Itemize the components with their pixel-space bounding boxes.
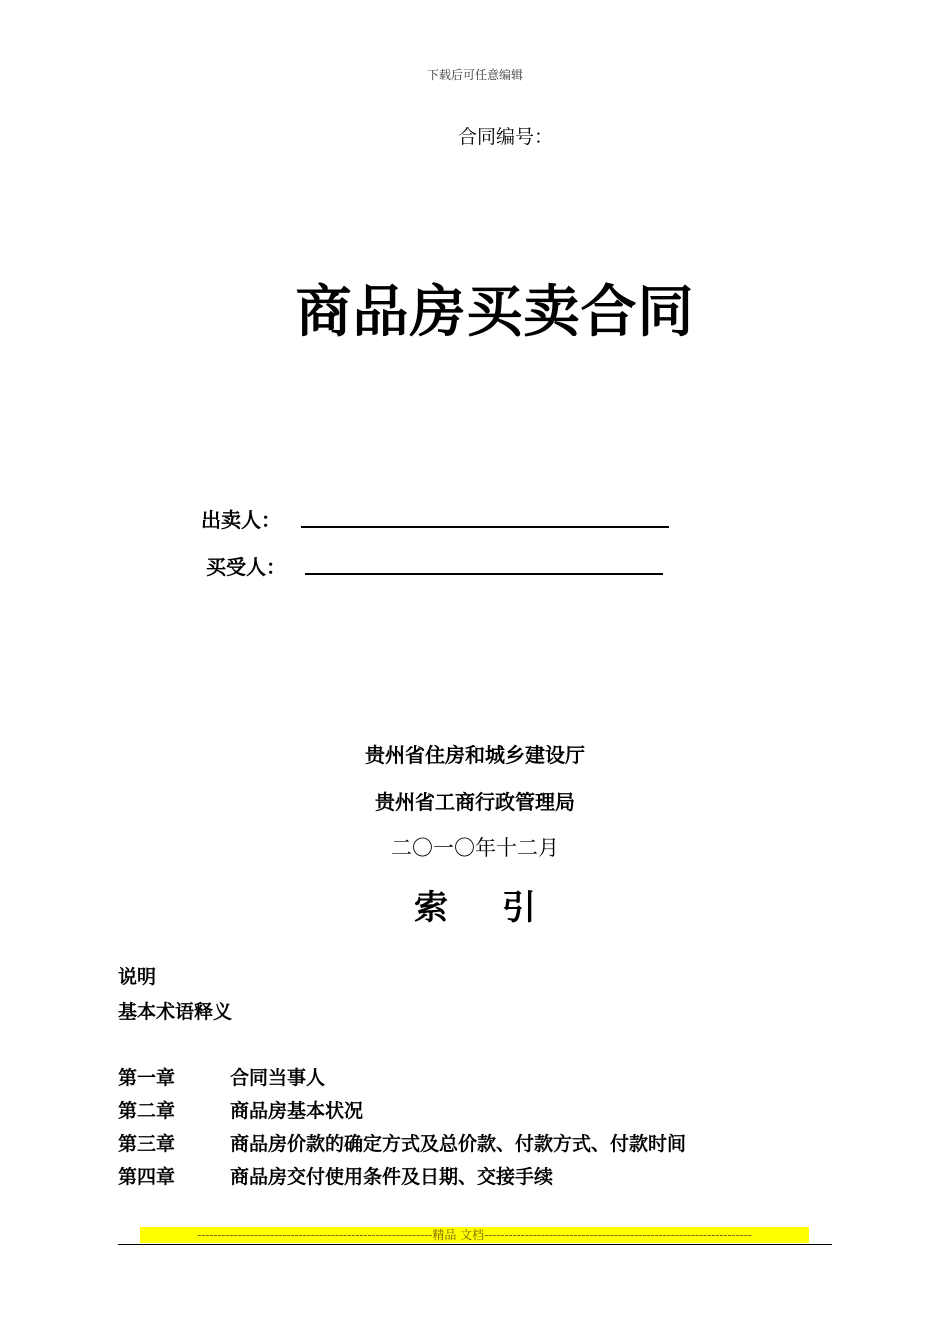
seller-label: 出卖人： bbox=[201, 508, 281, 532]
chapter-title: 商品房基本状况 bbox=[230, 1100, 364, 1122]
footer-dashes-left: ---------------------------------------------------------- bbox=[197, 1228, 433, 1242]
toc-chapter-row bbox=[118, 1063, 325, 1090]
header-note: 下载后可任意编辑 bbox=[426, 68, 523, 82]
buyer-label: 买受人： bbox=[206, 555, 286, 579]
chapter-title: 合同当事人 bbox=[230, 1067, 326, 1089]
contract-number-label: 合同编号： bbox=[458, 126, 554, 148]
chapter-number: 第四章 bbox=[118, 1166, 176, 1188]
chapter-title: 商品房价款的确定方式及总价款、付款方式、付款时间 bbox=[230, 1133, 687, 1155]
toc-chapter-row bbox=[118, 1162, 553, 1189]
toc-chapter-row bbox=[118, 1096, 363, 1123]
footer-divider bbox=[118, 1244, 832, 1245]
issuer-commerce-bureau: 贵州省工商行政管理局 bbox=[375, 790, 575, 814]
index-heading-part2: 引 bbox=[502, 888, 536, 928]
buyer-blank-line bbox=[305, 573, 663, 575]
toc-chapter-row bbox=[118, 1129, 686, 1156]
chapter-number: 第一章 bbox=[118, 1067, 176, 1089]
footer-watermark-bar bbox=[140, 1227, 809, 1243]
index-heading-part1: 索 bbox=[414, 888, 448, 928]
document-title: 商品房买卖合同 bbox=[295, 279, 695, 345]
toc-intro-item: 基本术语释义 bbox=[118, 1001, 233, 1023]
seller-row bbox=[201, 504, 281, 533]
footer-dashes-right: ------------------------------------------------------------------ bbox=[484, 1228, 752, 1242]
footer-watermark-text: 精品 文档 bbox=[432, 1228, 485, 1242]
issuer-housing-department: 贵州省住房和城乡建设厅 bbox=[365, 743, 585, 767]
index-heading bbox=[0, 880, 950, 929]
seller-blank-line bbox=[301, 526, 669, 528]
issue-date: 二〇一〇年十二月 bbox=[391, 836, 559, 860]
toc-intro-item: 说明 bbox=[118, 966, 157, 988]
chapter-number: 第二章 bbox=[118, 1100, 176, 1122]
chapter-number: 第三章 bbox=[118, 1133, 176, 1155]
chapter-title: 商品房交付使用条件及日期、交接手续 bbox=[230, 1166, 554, 1188]
buyer-row bbox=[206, 551, 286, 580]
